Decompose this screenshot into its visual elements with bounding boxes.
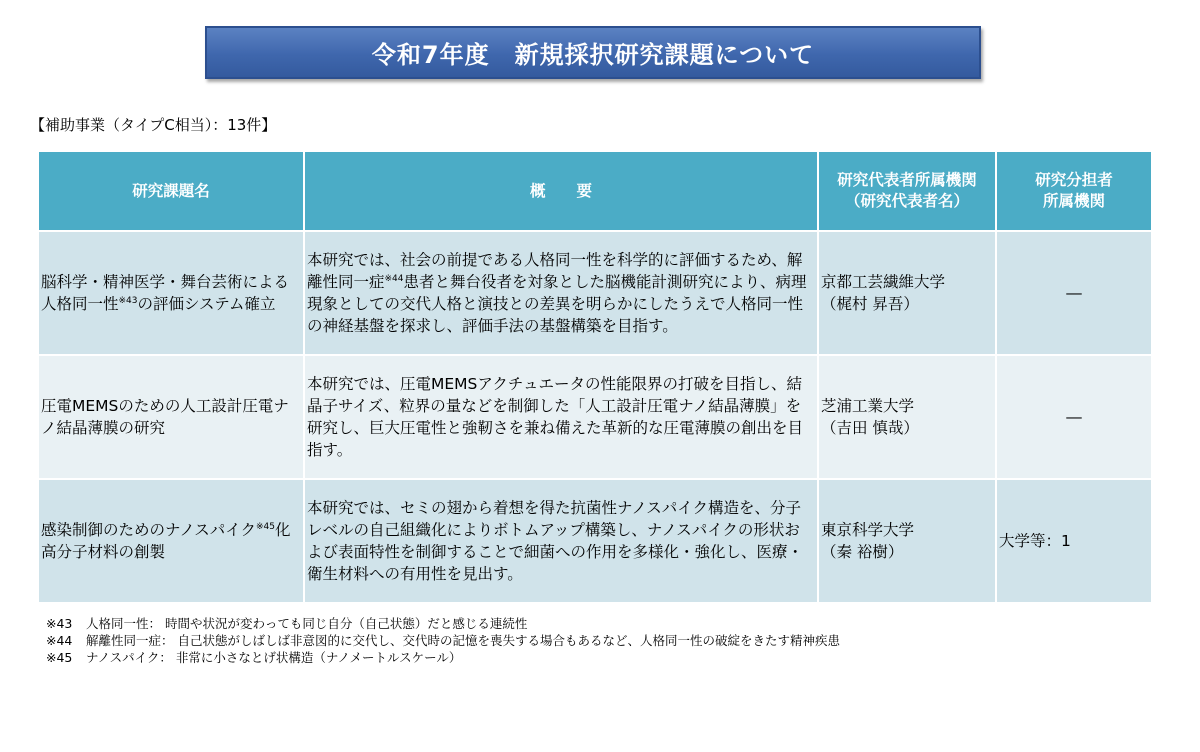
footnote-text: ナノスパイク： 非常に小さなとげ状構造（ナノメートルスケール） (86, 650, 462, 665)
projects-table (37, 150, 1153, 604)
summary-cell: 本研究では、圧電MEMSアクチュエータの性能限界の打破を目指し、結晶子サイズ、粒界の量などを制御した「人工設計圧電ナノ結晶薄膜」を研究し、巨大圧電性と強靭さを兼ね備えた革新的な圧電薄膜の創出を目指す。 (304, 355, 818, 479)
footnote-mark: ※44 (46, 633, 73, 648)
table-row (38, 355, 1152, 479)
institution-name: 京都工芸繊維大学 (821, 273, 946, 291)
institution-cell (818, 479, 996, 603)
header-coinstitution-line1: 研究分担者 (1035, 171, 1113, 189)
footnote-mark: ※45 (46, 650, 73, 665)
page-title: 令和7年度 新規採択研究課題について (205, 26, 981, 79)
header-institution (818, 151, 996, 231)
table-row (38, 231, 1152, 355)
footnote-mark: ※43 (46, 616, 73, 631)
header-summary: 概 要 (304, 151, 818, 231)
header-institution-line2: （研究代表者名） (844, 192, 969, 210)
table-row (38, 479, 1152, 603)
coinstitution-cell: ― (996, 231, 1152, 355)
theme-cell: 感染制御のためのナノスパイク$^{※45}$化高分子材料の創製 (38, 479, 304, 603)
table-header-row (38, 151, 1152, 231)
coinstitution-cell: ― (996, 355, 1152, 479)
theme-cell: 圧電MEMSのための人工設計圧電ナノ結晶薄膜の研究 (38, 355, 304, 479)
footnote-item (46, 615, 840, 632)
header-coinstitution (996, 151, 1152, 231)
institution-name: 東京科学大学 (821, 521, 915, 539)
summary-cell: 本研究では、社会の前提である人格同一性を科学的に評価するため、解離性同一症$^{※44}$患者と舞台役者を対象とした脳機能計測研究により、病理現象としての交代人格と演技との差異を明らかにしたうえで人格同一性の神経基盤を探求し、評価手法の基盤構築を目指す。 (304, 231, 818, 355)
summary-cell: 本研究では、セミの翅から着想を得た抗菌性ナノスパイク構造を、分子レベルの自己組織化によりボトムアップ構築し、ナノスパイクの形状および表面特性を制御することで細菌への作用を多様化・強化し、医療・衛生材料への有用性を見出す。 (304, 479, 818, 603)
footnote-item (46, 649, 840, 666)
footnote-text: 人格同一性： 時間や状況が変わっても同じ自分（自己状態）だと感じる連続性 (86, 616, 528, 631)
representative-name: （梶村 昇吾） (821, 295, 919, 313)
section-label: 【補助事業（タイプC相当）：13件】 (30, 116, 277, 134)
footnote-item (46, 632, 840, 649)
header-theme: 研究課題名 (38, 151, 304, 231)
institution-cell (818, 355, 996, 479)
institution-cell (818, 231, 996, 355)
footnotes (46, 615, 840, 666)
coinstitution-cell: 大学等：1 (996, 479, 1152, 603)
theme-cell: 脳科学・精神医学・舞台芸術による人格同一性$^{※43}$の評価システム確立 (38, 231, 304, 355)
header-institution-line1: 研究代表者所属機関 (837, 171, 977, 189)
header-coinstitution-line2: 所属機関 (1042, 192, 1105, 210)
institution-name: 芝浦工業大学 (821, 397, 915, 415)
representative-name: （吉田 慎哉） (821, 419, 919, 437)
representative-name: （秦 裕樹） (821, 543, 904, 561)
footnote-text: 解離性同一症： 自己状態がしばしば非意図的に交代し、交代時の記憶を喪失する場合もあるなど、人格同一性の破綻をきたす精神疾患 (86, 633, 840, 648)
